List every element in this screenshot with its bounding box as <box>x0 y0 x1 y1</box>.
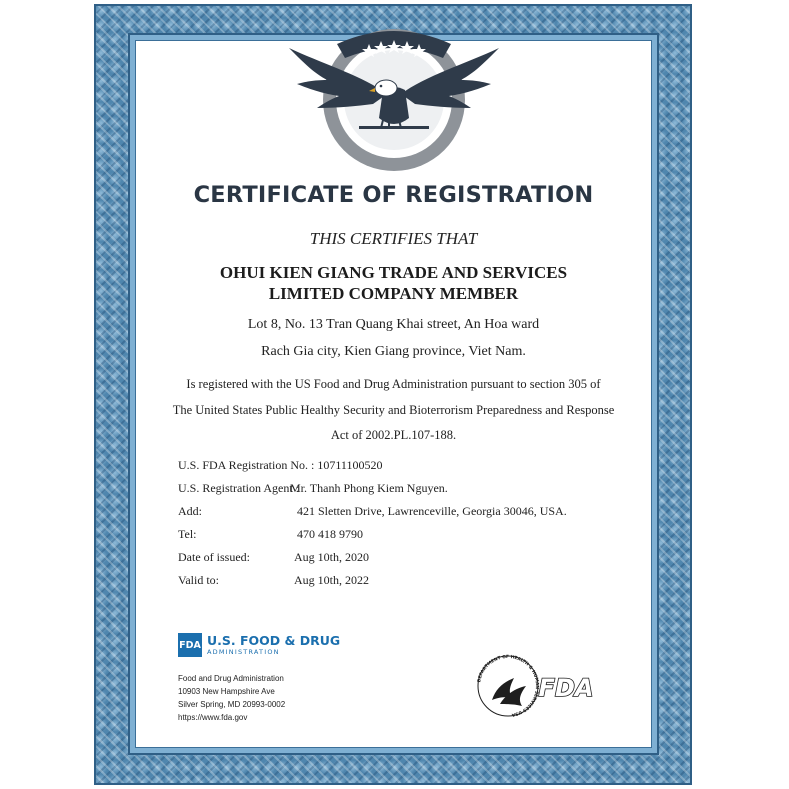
company-name-line-2: LIMITED COMPANY MEMBER <box>268 284 519 303</box>
statement-line-2: The United States Public Healthy Security and Bioterrorism Preparedness and Response <box>172 403 615 417</box>
valid-value: Aug 10th, 2022 <box>294 573 369 587</box>
fda-logo <box>178 630 340 660</box>
tel-label: Tel: <box>178 527 197 541</box>
hhs-fda-seal-icon <box>470 648 600 720</box>
fda-logo-name: U.S. FOOD & DRUG <box>207 632 341 648</box>
fda-website: https://www.fda.gov <box>178 713 248 722</box>
fda-box-icon: FDA <box>178 633 202 657</box>
statement-line-1: Is registered with the US Food and Drug Administration pursuant to section 305 of <box>186 377 601 391</box>
certifies-that-text: THIS CERTIFIES THAT <box>309 229 478 248</box>
certificate-title: CERTIFICATE OF REGISTRATION <box>193 182 594 208</box>
fda-logo-sub: ADMINISTRATION <box>207 647 280 656</box>
fda-address-line-1: Food and Drug Administration <box>178 674 284 683</box>
statement-line-3: Act of 2002.PL.107-188. <box>330 428 457 442</box>
seal-fda-text: FDA <box>538 674 594 702</box>
company-name <box>140 262 647 304</box>
seal-ring-text: DEPARTMENT OF HEALTH & HUMAN SERVICES USA <box>477 654 540 717</box>
issued-label: Date of issued: <box>178 550 250 564</box>
agent-label: U.S. Registration Agent : <box>178 481 299 495</box>
fda-address <box>178 672 285 724</box>
company-name-line-1: OHUI KIEN GIANG TRADE AND SERVICES <box>219 263 568 282</box>
tel-value: 470 418 9790 <box>297 527 363 541</box>
agent-value: Mr. Thanh Phong Kiem Nguyen. <box>290 481 448 495</box>
add-value: 421 Sletten Drive, Lawrenceville, Georgia 30046, USA. <box>297 504 567 518</box>
issued-value: Aug 10th, 2020 <box>294 550 369 564</box>
company-address-line-2: Rach Gia city, Kien Giang province, Viet Nam. <box>261 344 526 359</box>
registration-number: U.S. FDA Registration No. : 10711100520 <box>178 458 383 472</box>
fda-address-line-3: Silver Spring, MD 20993-0002 <box>178 700 286 709</box>
fda-logo-words <box>207 634 340 657</box>
fda-address-line-2: 10903 New Hampshire Ave <box>178 687 275 696</box>
eagle-emblem-icon <box>283 14 505 174</box>
add-label: Add: <box>178 504 202 518</box>
company-address-line-1: Lot 8, No. 13 Tran Quang Khai street, An Hoa ward <box>247 317 540 332</box>
valid-label: Valid to: <box>178 573 219 587</box>
